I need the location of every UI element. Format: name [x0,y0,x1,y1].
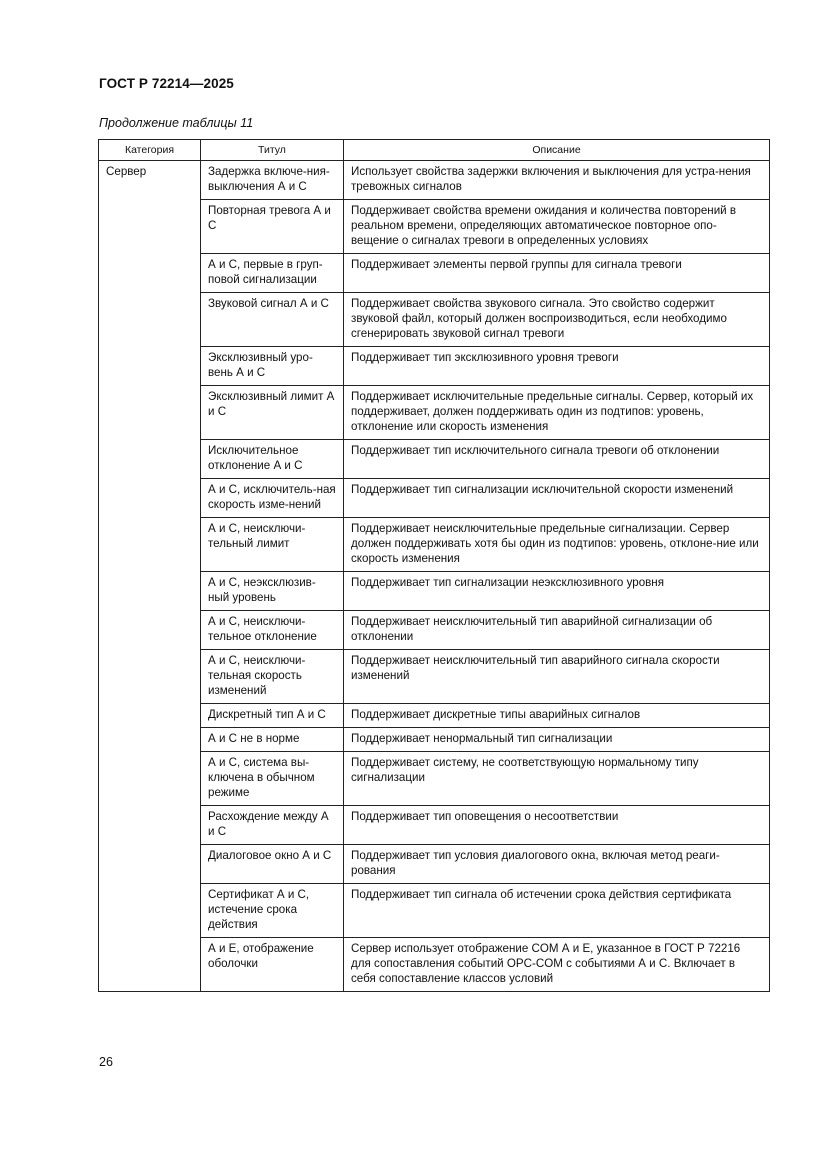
title-cell: А и С, неисключи-тельное отклонение [201,611,344,650]
table-header-row [99,140,770,161]
title-cell: Задержка включе-ния-выключения А и С [201,161,344,200]
column-header-category: Категория [99,140,201,161]
title-cell: А и С, первые в груп-повой сигнализации [201,254,344,293]
title-cell: Повторная тревога А и С [201,200,344,254]
description-cell: Поддерживает неисключительный тип аварийного сигнала скорости изменений [344,650,770,704]
title-cell: Эксклюзивный лимит А и С [201,386,344,440]
description-cell: Поддерживает тип сигнала об истечении срока действия сертификата [344,884,770,938]
title-cell: А и С, неисключи-тельный лимит [201,518,344,572]
description-cell: Сервер использует отображение COM А и Е, указанное в ГОСТ Р 72216 для сопоставления событий OPC-COM с событиями А и С. Включает в себя сопоставление классов условий [344,938,770,992]
description-cell: Поддерживает тип сигнализации неэксклюзивного уровня [344,572,770,611]
title-cell: Диалоговое окно А и С [201,845,344,884]
title-cell: А и С, исключитель-ная скорость изме-нений [201,479,344,518]
title-cell: А и Е, отображение оболочки [201,938,344,992]
column-header-title: Титул [201,140,344,161]
description-cell: Поддерживает тип условия диалогового окна, включая метод реаги-рования [344,845,770,884]
document-header: ГОСТ Р 72214—2025 [99,76,234,91]
title-cell: Исключительное отклонение А и С [201,440,344,479]
description-cell: Поддерживает систему, не соответствующую нормальному типу сигнализации [344,752,770,806]
title-cell: Звуковой сигнал А и С [201,293,344,347]
title-cell: Сертификат А и С, истечение срока действия [201,884,344,938]
category-cell: Сервер [99,161,201,992]
table-caption: Продолжение таблицы 11 [99,116,254,130]
description-cell: Поддерживает тип эксклюзивного уровня тревоги [344,347,770,386]
column-header-description: Описание [344,140,770,161]
description-cell: Поддерживает дискретные типы аварийных сигналов [344,704,770,728]
title-cell: Эксклюзивный уро-вень А и С [201,347,344,386]
description-cell: Поддерживает тип исключительного сигнала тревоги об отклонении [344,440,770,479]
title-cell: Дискретный тип А и С [201,704,344,728]
page-number: 26 [99,1055,113,1069]
title-cell: А и С, неисключи-тельная скорость изменений [201,650,344,704]
description-cell: Поддерживает свойства времени ожидания и количества повторений в реальном времени, определяющих автоматическое повторное опо-вещение о сигналах тревоги в определенных условиях [344,200,770,254]
title-cell: А и С, неэксклюзив-ный уровень [201,572,344,611]
description-cell: Поддерживает тип оповещения о несоответствии [344,806,770,845]
title-cell: А и С не в норме [201,728,344,752]
description-cell: Поддерживает неисключительный тип аварийной сигнализации об отклонении [344,611,770,650]
title-cell: А и С, система вы-ключена в обычном режиме [201,752,344,806]
table-row [99,161,770,200]
description-cell: Поддерживает свойства звукового сигнала. Это свойство содержит звуковой файл, который должен воспроизводиться, если необходимо сгенерировать звуковой сигнал тревоги [344,293,770,347]
description-cell: Поддерживает неисключительные предельные сигнализации. Сервер должен поддерживать хотя бы один из подтипов: уровень, отклоне-ние или скорость изменения [344,518,770,572]
title-cell: Расхождение между А и С [201,806,344,845]
description-cell: Поддерживает элементы первой группы для сигнала тревоги [344,254,770,293]
description-cell: Поддерживает исключительные предельные сигналы. Сервер, который их поддерживает, должен поддерживать один из подтипов: уровень, отклонение или скорость изменения [344,386,770,440]
standards-table [98,139,770,992]
description-cell: Использует свойства задержки включения и выключения для устра-нения тревожных сигналов [344,161,770,200]
description-cell: Поддерживает ненормальный тип сигнализации [344,728,770,752]
description-cell: Поддерживает тип сигнализации исключительной скорости изменений [344,479,770,518]
table-body [99,161,770,992]
